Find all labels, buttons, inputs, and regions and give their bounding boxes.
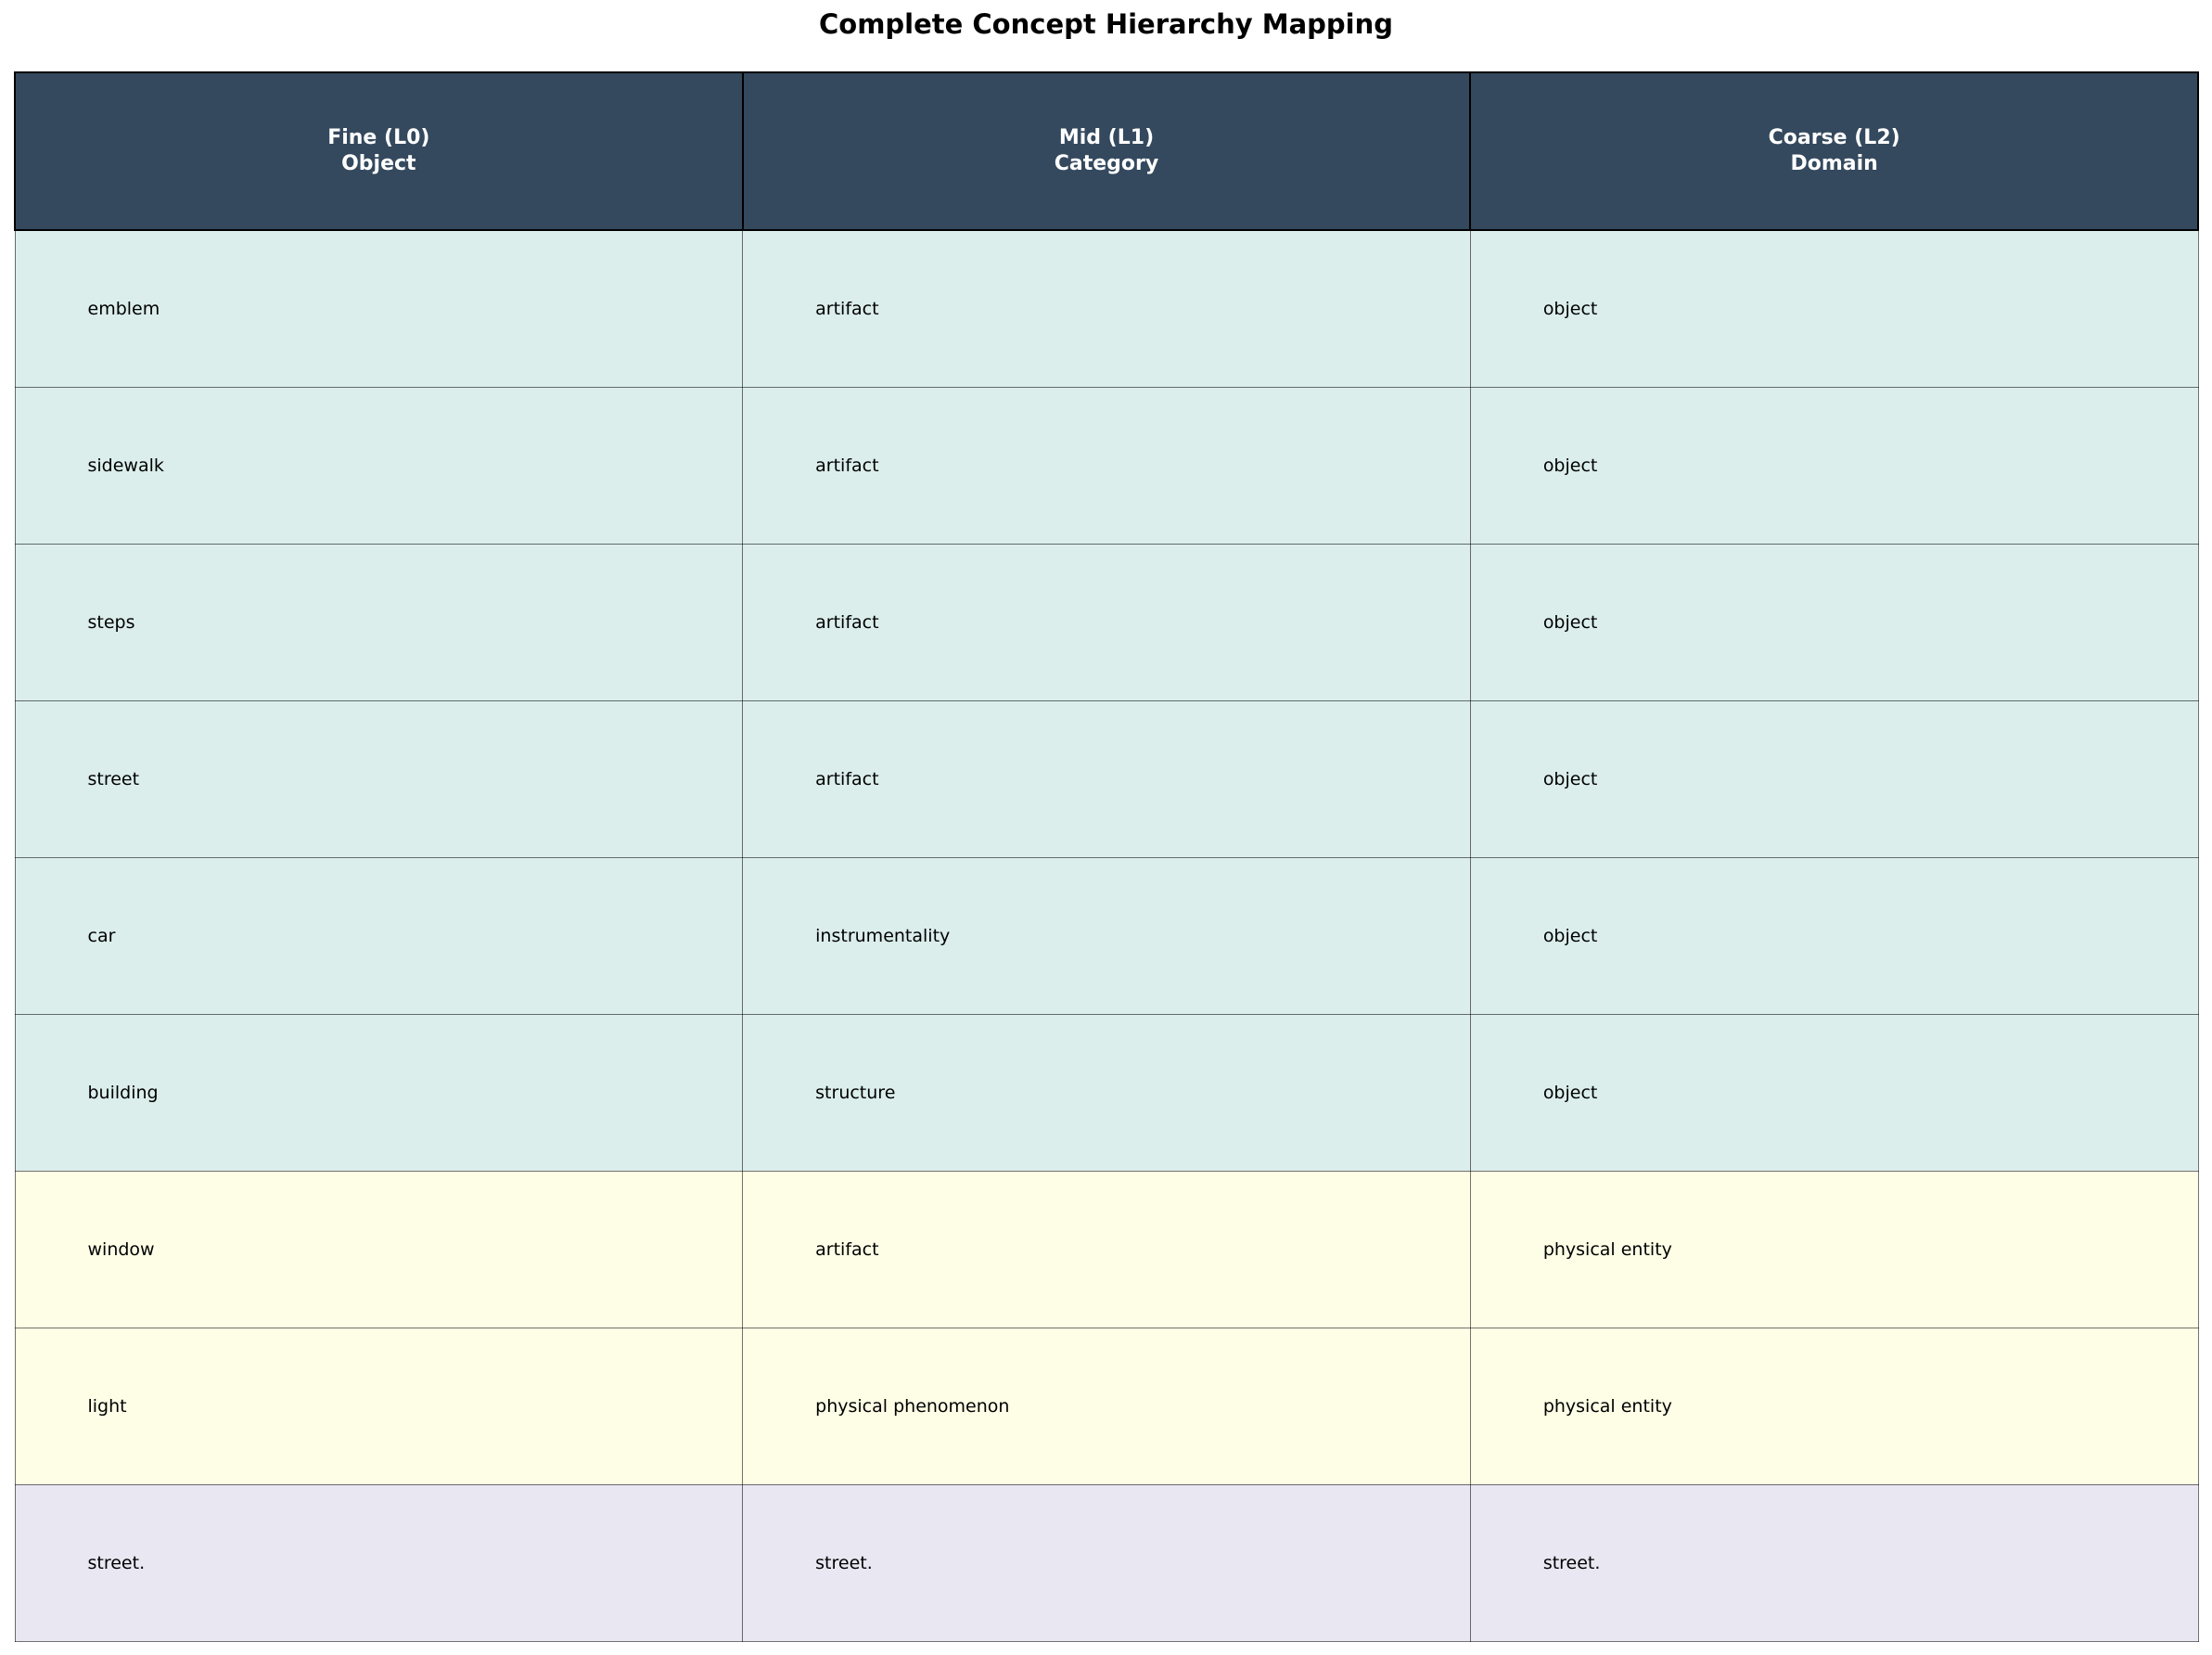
header-fine bbox=[15, 72, 743, 230]
cell-fine: car bbox=[15, 857, 743, 1014]
cell-mid: artifact bbox=[743, 387, 1471, 544]
cell-coarse: street. bbox=[1470, 1484, 2198, 1641]
cell-coarse: physical entity bbox=[1470, 1171, 2198, 1328]
header-coarse-label: Domain bbox=[1790, 152, 1878, 175]
cell-fine: street bbox=[15, 700, 743, 857]
cell-coarse: object bbox=[1470, 700, 2198, 857]
cell-mid: instrumentality bbox=[743, 857, 1471, 1014]
cell-coarse: object bbox=[1470, 230, 2198, 387]
cell-coarse: object bbox=[1470, 1014, 2198, 1171]
cell-coarse: object bbox=[1470, 387, 2198, 544]
table-row bbox=[15, 700, 2198, 857]
chart-title: Complete Concept Hierarchy Mapping bbox=[818, 8, 1394, 40]
cell-fine: street. bbox=[15, 1484, 743, 1641]
cell-fine: sidewalk bbox=[15, 387, 743, 544]
cell-mid: physical phenomenon bbox=[743, 1328, 1471, 1484]
cell-mid: street. bbox=[743, 1484, 1471, 1641]
table-row bbox=[15, 1014, 2198, 1171]
cell-fine: window bbox=[15, 1171, 743, 1328]
header-coarse bbox=[1470, 72, 2198, 230]
table-row bbox=[15, 387, 2198, 544]
cell-fine: building bbox=[15, 1014, 743, 1171]
cell-mid: artifact bbox=[743, 700, 1471, 857]
cell-mid: artifact bbox=[743, 230, 1471, 387]
table-row bbox=[15, 857, 2198, 1014]
table-row bbox=[15, 1171, 2198, 1328]
hierarchy-table bbox=[14, 71, 2199, 1642]
cell-fine: light bbox=[15, 1328, 743, 1484]
table-row bbox=[15, 544, 2198, 700]
header-fine-label: Object bbox=[341, 152, 416, 175]
cell-coarse: object bbox=[1470, 857, 2198, 1014]
header-coarse-level: Coarse (L2) bbox=[1768, 126, 1900, 149]
cell-coarse: physical entity bbox=[1470, 1328, 2198, 1484]
cell-coarse: object bbox=[1470, 544, 2198, 700]
table-row bbox=[15, 1484, 2198, 1641]
header-mid-level: Mid (L1) bbox=[1058, 126, 1155, 149]
table-row bbox=[15, 230, 2198, 387]
header-row bbox=[15, 72, 2198, 230]
header-mid-label: Category bbox=[1054, 152, 1159, 175]
cell-fine: emblem bbox=[15, 230, 743, 387]
cell-mid: artifact bbox=[743, 1171, 1471, 1328]
cell-mid: structure bbox=[743, 1014, 1471, 1171]
table-row bbox=[15, 1328, 2198, 1484]
header-fine-level: Fine (L0) bbox=[327, 126, 430, 149]
cell-fine: steps bbox=[15, 544, 743, 700]
cell-mid: artifact bbox=[743, 544, 1471, 700]
header-mid bbox=[743, 72, 1471, 230]
